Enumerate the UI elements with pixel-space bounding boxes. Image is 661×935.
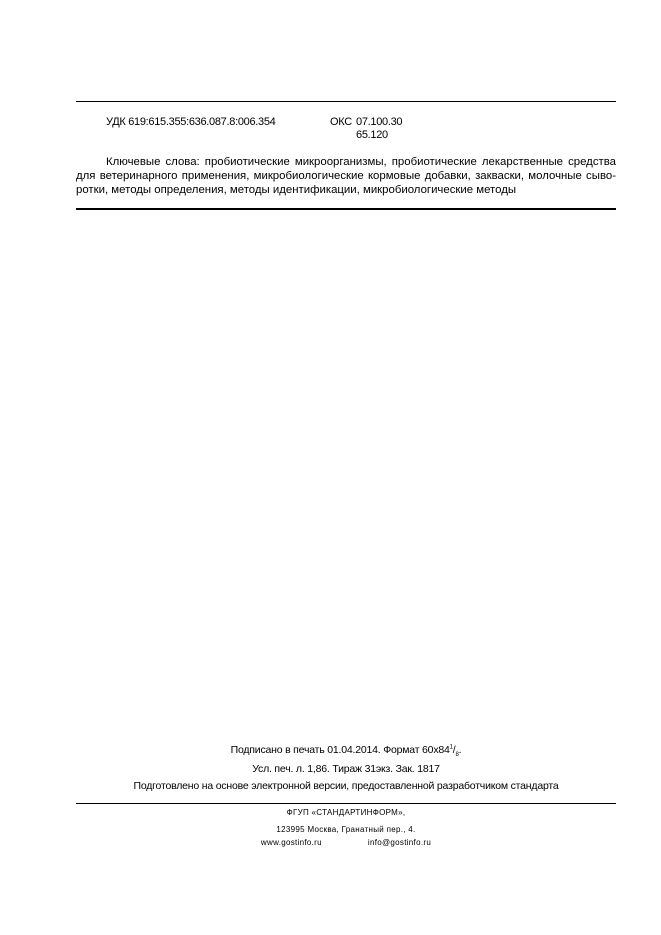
oks-code-1: 07.100.30 <box>356 116 403 128</box>
publisher-address: 123995 Москва, Гранатный пер., 4. <box>276 825 416 834</box>
oks-code-2: 65.120 <box>356 129 388 141</box>
keywords-line-2: для ветеринарного применения, микробиологические кормовые добавки, закваски, молочные сыво- <box>76 170 616 182</box>
publisher-contacts <box>76 838 616 847</box>
imprint-print-info: Усл. печ. л. 1,86. Тираж 31экз. Зак. 1817 <box>252 763 440 775</box>
bottom-divider <box>76 803 616 804</box>
top-divider <box>76 101 616 102</box>
keywords-line-1: Ключевые слова: пробиотические микроорганизмы, пробиотические лекарственные средства <box>106 156 616 168</box>
keywords-paragraph <box>76 155 616 197</box>
publisher-name: ФГУП «СТАНДАРТИНФОРМ», <box>286 808 406 817</box>
format-suffix: . <box>458 744 462 756</box>
publisher-email: info@gostinfo.ru <box>367 838 432 847</box>
udk-code: УДК 619:615.355:636.087.8:006.354 <box>106 116 276 128</box>
format-numerator: 1 <box>449 744 453 751</box>
imprint-signed-text: Подписано в печать 01.04.2014. Формат 60x84 <box>230 744 450 756</box>
keywords-divider <box>76 208 616 210</box>
publisher-website: www.gostinfo.ru <box>260 838 322 847</box>
imprint-signed: Подписано в печать 01.04.2014. Формат $60x84^1/_8$. <box>230 744 462 759</box>
imprint-prepared: Подготовлено на основе электронной версии, предоставленной разработчиком стандарта <box>133 780 559 792</box>
keywords-line-3: ротки, методы определения, методы идентификации, микробиологические методы <box>76 184 517 196</box>
oks-label: ОКС <box>330 116 352 128</box>
format-denominator: 8 <box>455 752 459 759</box>
oks-codes <box>356 116 402 142</box>
